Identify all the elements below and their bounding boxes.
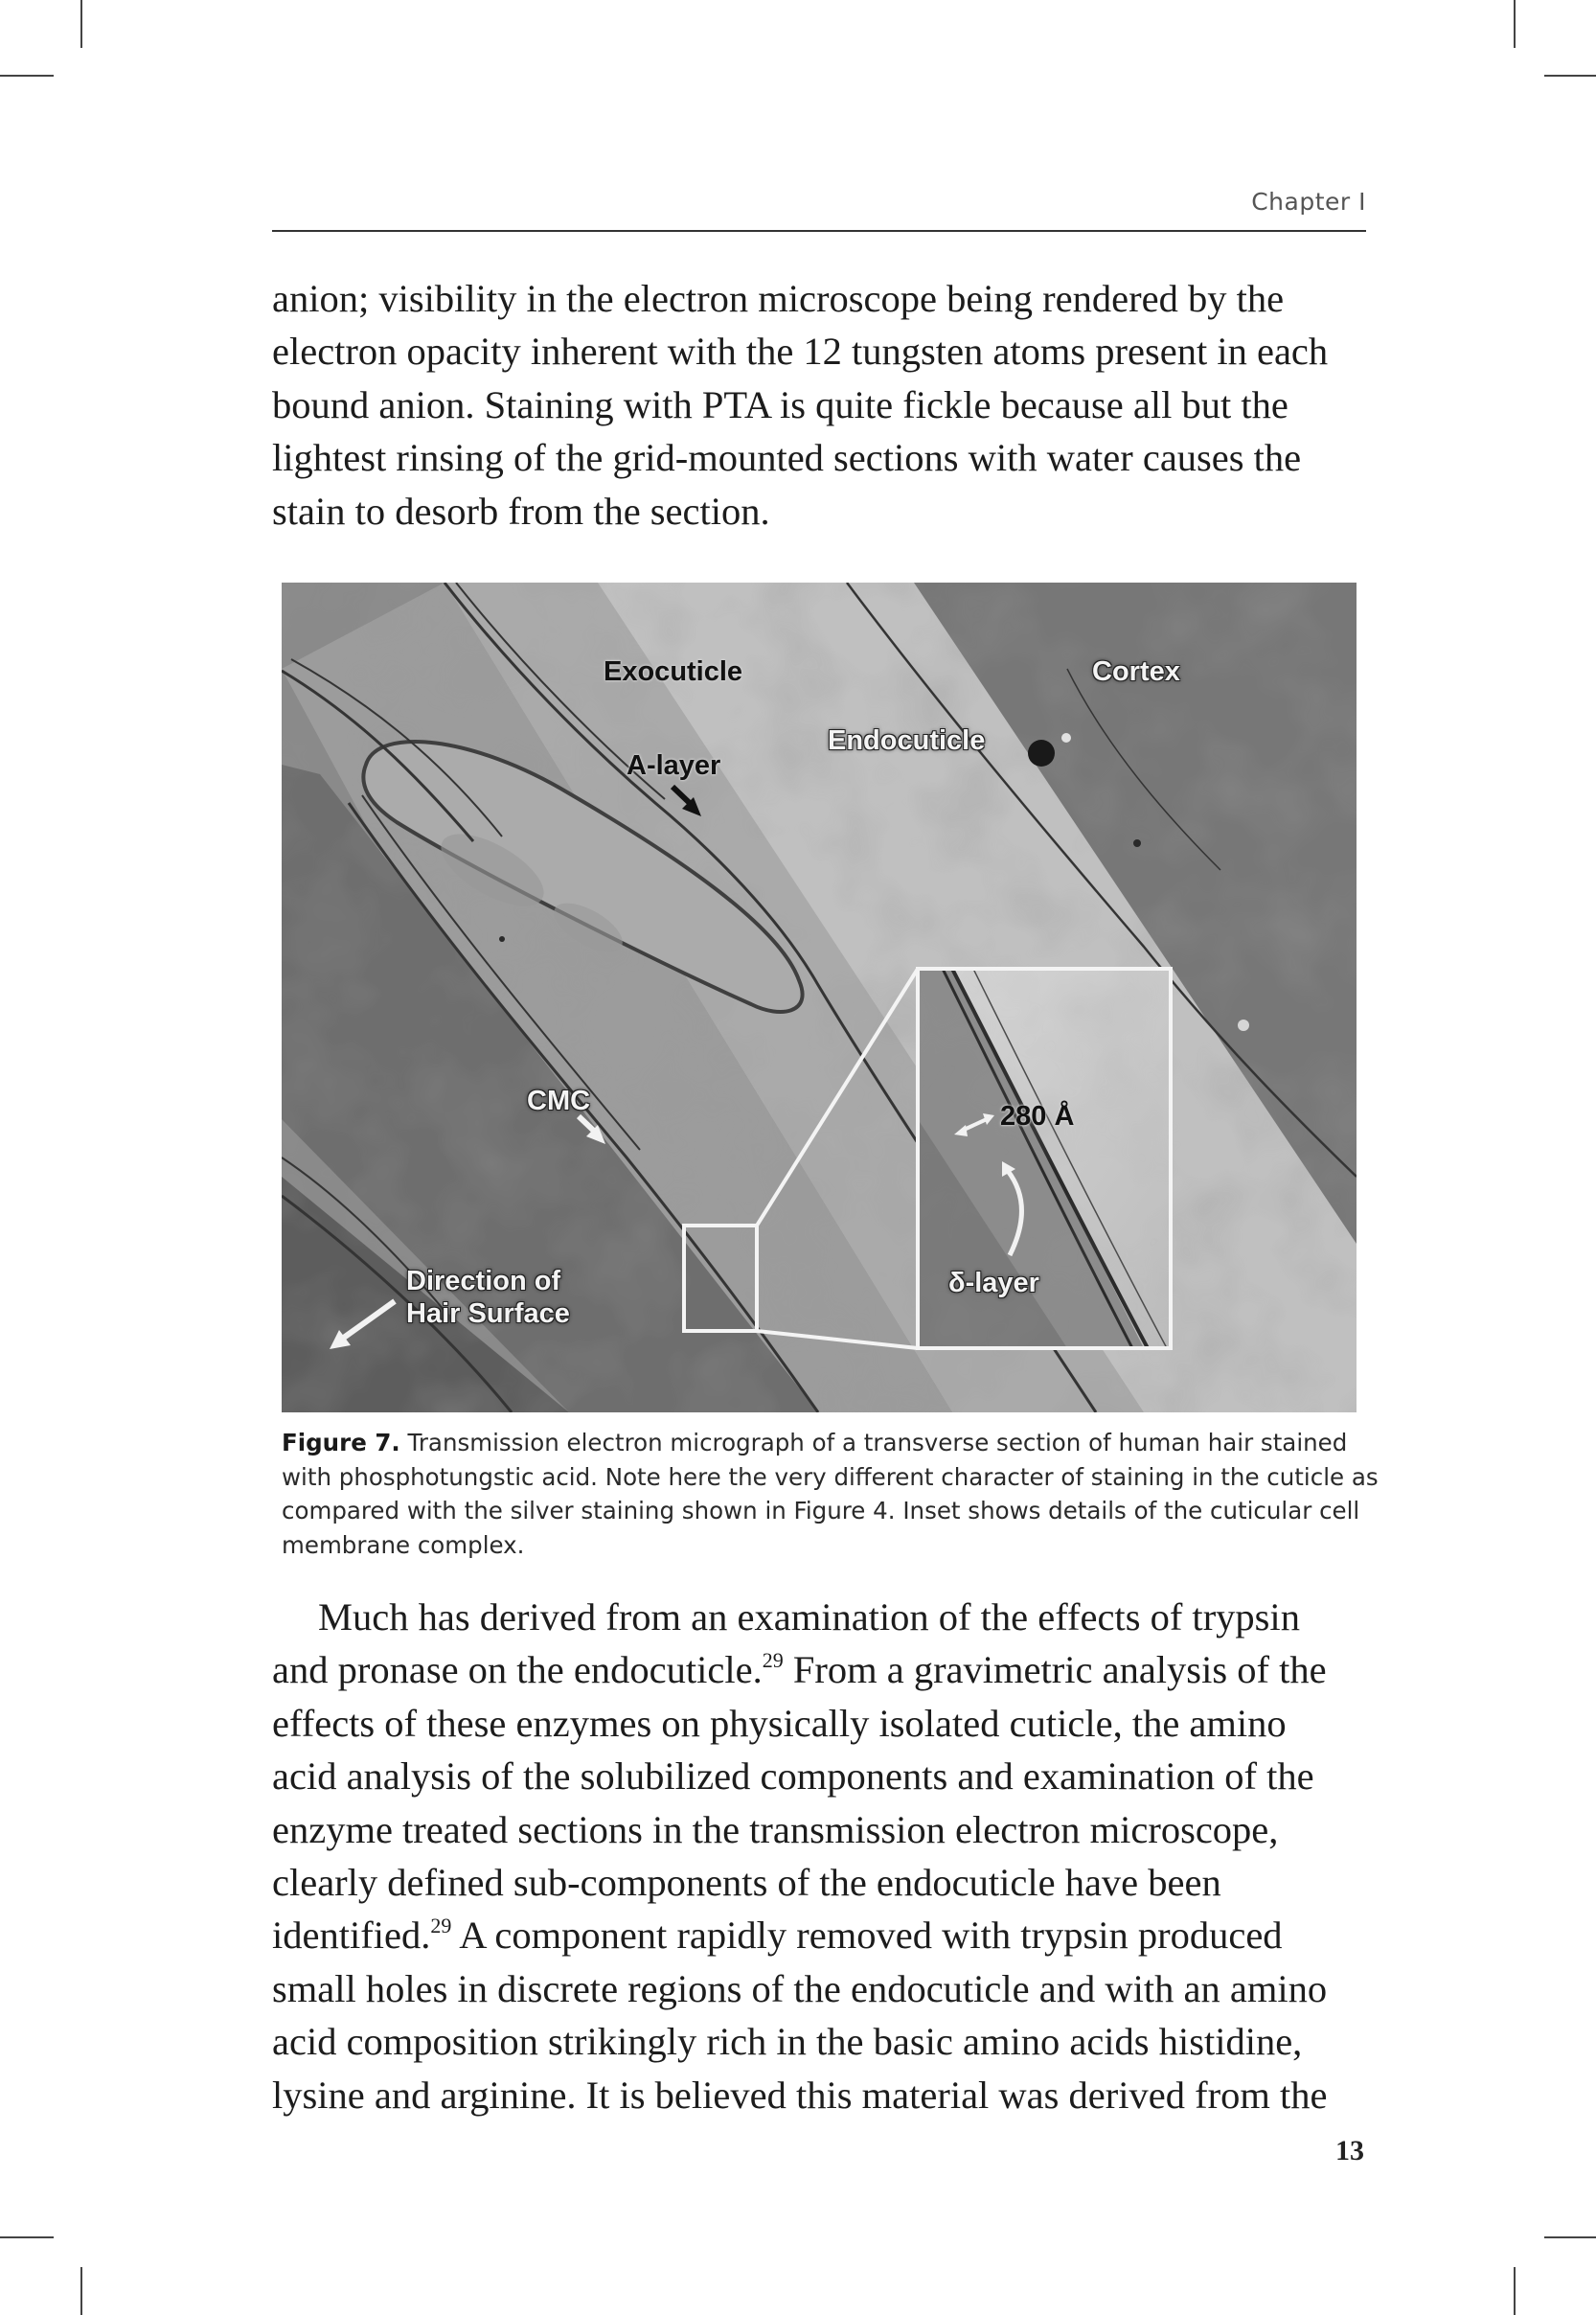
page-number: 13 (1335, 2135, 1364, 2166)
text-line: anion; visibility in the electron microscope being rendered by the (272, 277, 1285, 320)
crop-mark (0, 2236, 54, 2238)
header-rule (272, 230, 1366, 232)
running-header: Chapter I (1251, 188, 1366, 216)
text-line: Much has derived from an examination of the effects of trypsin (318, 1595, 1300, 1639)
caption-line: with phosphotungstic acid. Note here the very different character of staining in the cuticle as (282, 1462, 1379, 1491)
paragraph-bottom (272, 1591, 1366, 2121)
text-fragment: and pronase on the endocuticle. (272, 1648, 763, 1692)
micrograph-figure (282, 583, 1357, 1412)
figure-caption (282, 1426, 1379, 1562)
text-line: acid composition strikingly rich in the basic amino acids histidine, (272, 2020, 1303, 2064)
text-line (272, 1643, 1366, 1696)
crop-mark (1544, 75, 1596, 77)
text-line (272, 1909, 1366, 1961)
label-a-layer: A-layer (627, 750, 721, 781)
label-direction-line-1: Direction of (406, 1266, 561, 1296)
text-line: acid analysis of the solubilized components and examination of the (272, 1754, 1314, 1799)
text-line: lightest rinsing of the grid-mounted sections with water causes the (272, 436, 1302, 480)
crop-mark (1514, 0, 1516, 48)
label-exocuticle: Exocuticle (604, 656, 743, 687)
crop-mark (0, 75, 54, 77)
label-delta-layer: δ-layer (948, 1268, 1039, 1298)
text-line: bound anion. Staining with PTA is quite fickle because all but the (272, 382, 1288, 426)
text-line: stain to desorb from the section. (272, 489, 770, 533)
caption-line: compared with the silver staining shown in Figure 4. Inset shows details of the cuticular cell (282, 1497, 1360, 1524)
text-line: small holes in discrete regions of the endocuticle and with an amino (272, 1966, 1328, 2010)
crop-mark (1544, 2236, 1596, 2238)
text-fragment: A component rapidly removed with trypsin produced (451, 1914, 1283, 1958)
text-line: lysine and arginine. It is believed this material was derived from the (272, 2073, 1328, 2117)
text-line: clearly defined sub-components of the endocuticle have been (272, 1861, 1221, 1905)
caption-label: Figure 7. (282, 1429, 400, 1456)
text-fragment: From a gravimetric analysis of the (783, 1648, 1327, 1692)
caption-text: Transmission electron micrograph of a transverse section of human hair stained (399, 1429, 1348, 1456)
label-cmc: CMC (527, 1086, 591, 1116)
text-line: effects of these enzymes on physically isolated cuticle, the amino (272, 1701, 1287, 1745)
crop-mark (80, 2267, 82, 2315)
crop-mark (1514, 2267, 1516, 2315)
text-fragment: identified. (272, 1914, 431, 1958)
label-measurement: 280 Å (1000, 1101, 1075, 1132)
caption-line: membrane complex. (282, 1530, 525, 1559)
label-direction-line-2: Hair Surface (406, 1298, 570, 1329)
text-line: electron opacity inherent with the 12 tungsten atoms present in each (272, 330, 1329, 374)
footnote-ref: 29 (762, 1648, 784, 1673)
text-line: enzyme treated sections in the transmission electron microscope, (272, 1807, 1279, 1851)
caption-line (282, 1426, 1357, 1460)
label-endocuticle: Endocuticle (828, 725, 986, 756)
label-cortex: Cortex (1092, 656, 1180, 687)
footnote-ref: 29 (430, 1914, 452, 1938)
crop-mark (80, 0, 82, 48)
paragraph-top (272, 272, 1366, 538)
